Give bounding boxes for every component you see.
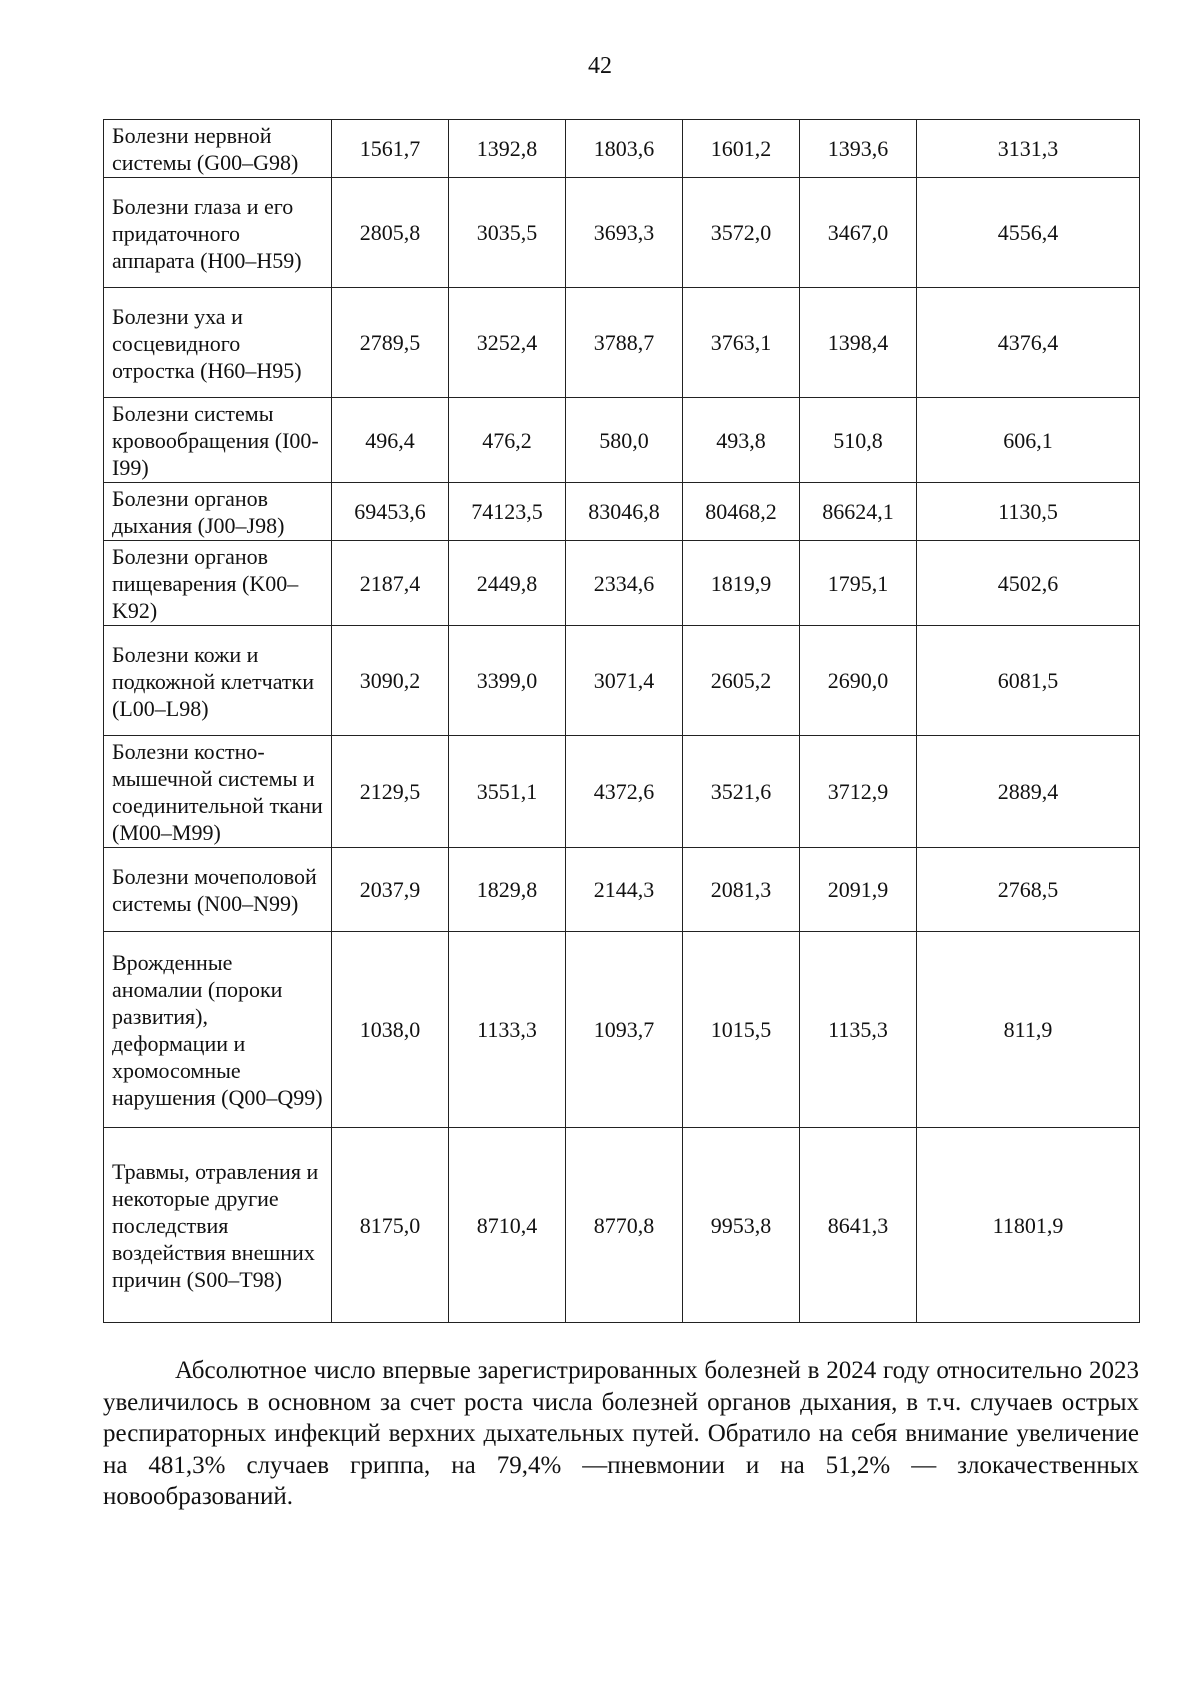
value-cell: 2768,5	[917, 848, 1140, 932]
value-cell: 3693,3	[566, 178, 683, 288]
value-cell: 74123,5	[449, 483, 566, 541]
value-cell: 3572,0	[683, 178, 800, 288]
value-cell: 2037,9	[332, 848, 449, 932]
table-row	[104, 120, 1140, 178]
row-label: Травмы, отравления и некоторые другие последствия воздействия внешних причин (S00–T98)	[104, 1128, 332, 1323]
value-cell: 11801,9	[917, 1128, 1140, 1323]
value-cell: 2690,0	[800, 626, 917, 736]
value-cell: 80468,2	[683, 483, 800, 541]
value-cell: 8710,4	[449, 1128, 566, 1323]
table-row	[104, 932, 1140, 1128]
value-cell: 1038,0	[332, 932, 449, 1128]
row-label: Болезни органов пищеварения (K00–K92)	[104, 541, 332, 626]
value-cell: 83046,8	[566, 483, 683, 541]
value-cell: 3521,6	[683, 736, 800, 848]
value-cell: 496,4	[332, 398, 449, 483]
value-cell: 3035,5	[449, 178, 566, 288]
value-cell: 1133,3	[449, 932, 566, 1128]
row-label: Врожденные аномалии (пороки развития), деформации и хромосомные нарушения (Q00–Q99)	[104, 932, 332, 1128]
value-cell: 2789,5	[332, 288, 449, 398]
value-cell: 1392,8	[449, 120, 566, 178]
value-cell: 8641,3	[800, 1128, 917, 1323]
value-cell: 3788,7	[566, 288, 683, 398]
value-cell: 2091,9	[800, 848, 917, 932]
value-cell: 1561,7	[332, 120, 449, 178]
value-cell: 2605,2	[683, 626, 800, 736]
value-cell: 3467,0	[800, 178, 917, 288]
value-cell: 8770,8	[566, 1128, 683, 1323]
value-cell: 2805,8	[332, 178, 449, 288]
value-cell: 3712,9	[800, 736, 917, 848]
value-cell: 4502,6	[917, 541, 1140, 626]
value-cell: 476,2	[449, 398, 566, 483]
table-row	[104, 626, 1140, 736]
row-label: Болезни мочеполовой системы (N00–N99)	[104, 848, 332, 932]
row-label: Болезни органов дыхания (J00–J98)	[104, 483, 332, 541]
value-cell: 1829,8	[449, 848, 566, 932]
table-row	[104, 398, 1140, 483]
value-cell: 2081,3	[683, 848, 800, 932]
value-cell: 9953,8	[683, 1128, 800, 1323]
row-label: Болезни уха и сосцевидного отростка (H60–H95)	[104, 288, 332, 398]
value-cell: 1130,5	[917, 483, 1140, 541]
value-cell: 8175,0	[332, 1128, 449, 1323]
row-label: Болезни кожи и подкожной клетчатки (L00–L98)	[104, 626, 332, 736]
value-cell: 3071,4	[566, 626, 683, 736]
table-row	[104, 178, 1140, 288]
value-cell: 86624,1	[800, 483, 917, 541]
value-cell: 493,8	[683, 398, 800, 483]
value-cell: 4376,4	[917, 288, 1140, 398]
value-cell: 69453,6	[332, 483, 449, 541]
table-row	[104, 1128, 1140, 1323]
value-cell: 2334,6	[566, 541, 683, 626]
value-cell: 1803,6	[566, 120, 683, 178]
page-number: 42	[588, 53, 612, 79]
value-cell: 606,1	[917, 398, 1140, 483]
value-cell: 2144,3	[566, 848, 683, 932]
value-cell: 510,8	[800, 398, 917, 483]
value-cell: 1093,7	[566, 932, 683, 1128]
value-cell: 1398,4	[800, 288, 917, 398]
value-cell: 3131,3	[917, 120, 1140, 178]
morbidity-table	[103, 119, 1140, 1323]
value-cell: 1795,1	[800, 541, 917, 626]
value-cell: 2129,5	[332, 736, 449, 848]
value-cell: 1601,2	[683, 120, 800, 178]
value-cell: 3399,0	[449, 626, 566, 736]
value-cell: 3090,2	[332, 626, 449, 736]
value-cell: 1135,3	[800, 932, 917, 1128]
value-cell: 1015,5	[683, 932, 800, 1128]
row-label: Болезни костно-мышечной системы и соединительной ткани (M00–M99)	[104, 736, 332, 848]
table-row	[104, 483, 1140, 541]
row-label: Болезни системы кровообращения (I00-I99)	[104, 398, 332, 483]
value-cell: 1393,6	[800, 120, 917, 178]
table-row	[104, 848, 1140, 932]
value-cell: 811,9	[917, 932, 1140, 1128]
value-cell: 2889,4	[917, 736, 1140, 848]
value-cell: 2449,8	[449, 541, 566, 626]
row-label: Болезни глаза и его придаточного аппарата (H00–H59)	[104, 178, 332, 288]
value-cell: 6081,5	[917, 626, 1140, 736]
value-cell: 3763,1	[683, 288, 800, 398]
value-cell: 4556,4	[917, 178, 1140, 288]
value-cell: 3252,4	[449, 288, 566, 398]
value-cell: 4372,6	[566, 736, 683, 848]
value-cell: 580,0	[566, 398, 683, 483]
value-cell: 3551,1	[449, 736, 566, 848]
table-row	[104, 736, 1140, 848]
table-row	[104, 541, 1140, 626]
row-label: Болезни нервной системы (G00–G98)	[104, 120, 332, 178]
value-cell: 2187,4	[332, 541, 449, 626]
summary-paragraph: Абсолютное число впервые зарегистрированных болезней в 2024 году относительно 2023 увеличилось в основном за счет роста числа болезней органов дыхания, в т.ч. случаев острых респираторных инфекций верхних дыхательных путей. Обратило на себя внимание увеличение на 481,3% случаев гриппа, на 79,4% —пневмонии и на 51,2% — злокачественных новообразований.	[103, 1357, 1139, 1510]
value-cell: 1819,9	[683, 541, 800, 626]
table-row	[104, 288, 1140, 398]
